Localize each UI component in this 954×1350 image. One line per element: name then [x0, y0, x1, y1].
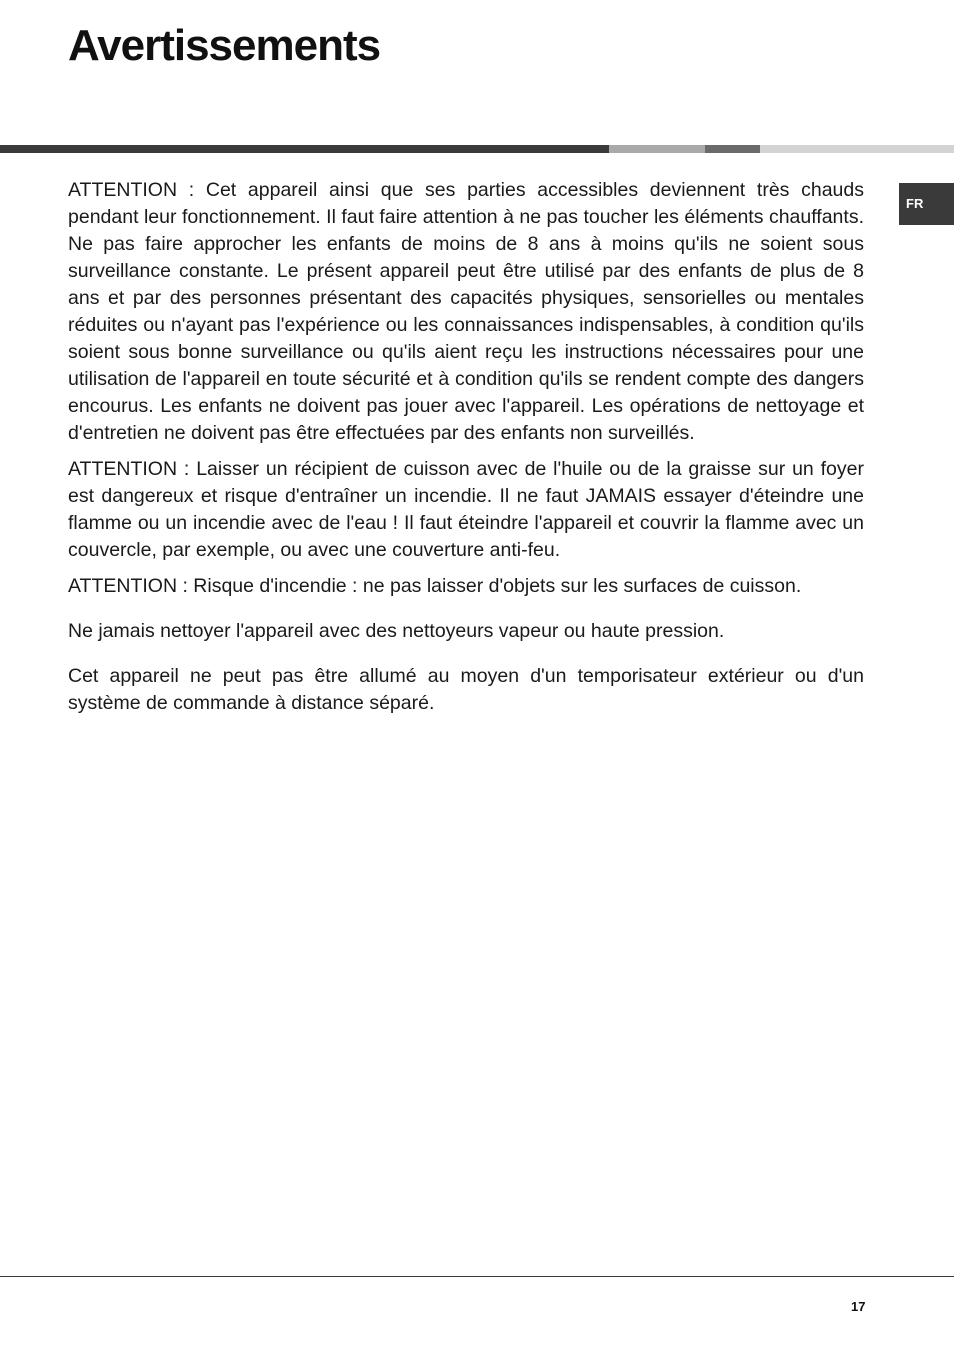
- footer-rule: [0, 1276, 954, 1277]
- warning-paragraph-steam-cleaner: Ne jamais nettoyer l'appareil avec des nettoyeurs vapeur ou haute pression.: [68, 620, 725, 642]
- warning-paragraph-timer: Cet appareil ne peut pas être allumé au moyen d'un temporisateur extérieur ou d'un système de commande à distance séparé.: [68, 665, 864, 714]
- language-tab: FR: [899, 183, 954, 225]
- warning-paragraph-children: ATTENTION : Cet appareil ainsi que ses parties accessibles deviennent très chauds pendant leur fonctionnement. Il faut faire attention à ne pas toucher les éléments chauffants. Ne pas faire approcher les enfants de moins de 8 ans à moins qu'ils ne soient sous surveillance constante. Le présent appareil peut être utilisé par des enfants de plus de 8 ans et par des personnes présentant des capacités physiques, sensorielles ou mentales réduites ou n'ayant pas l'expérience ou les connaissances indispensables, à condition qu'ils soient sous bonne surveillance ou qu'ils aient reçu les instructions nécessaires pour une utilisation de l'appareil en toute sécurité et à condition qu'ils se rendent compte des dangers encourus. Les enfants ne doivent pas jouer avec l'appareil. Les opérations de nettoyage et d'entretien ne doivent pas être effectuées par des enfants non surveillés.: [68, 179, 864, 444]
- warnings-body: [68, 177, 864, 726]
- header-bar-segment-dark-gray: [705, 145, 760, 153]
- header-bar-segment-dark: [0, 145, 609, 153]
- page-title: Avertissements: [68, 21, 381, 70]
- header-bar-segment-mid: [609, 145, 705, 153]
- warning-paragraph-fire-risk: ATTENTION : Risque d'incendie : ne pas laisser d'objets sur les surfaces de cuisson.: [68, 575, 802, 597]
- header-bar-segment-light: [760, 145, 954, 153]
- page-number: 17: [851, 1299, 866, 1314]
- warning-paragraph-oil-fire: ATTENTION : Laisser un récipient de cuisson avec de l'huile ou de la graisse sur un foyer est dangereux et risque d'entraîner un incendie. Il ne faut JAMAIS essayer d'éteindre une flamme ou un incendie avec de l'eau ! Il faut éteindre l'appareil et couvrir la flamme avec un couvercle, par exemple, ou avec une couverture anti-feu.: [68, 458, 864, 561]
